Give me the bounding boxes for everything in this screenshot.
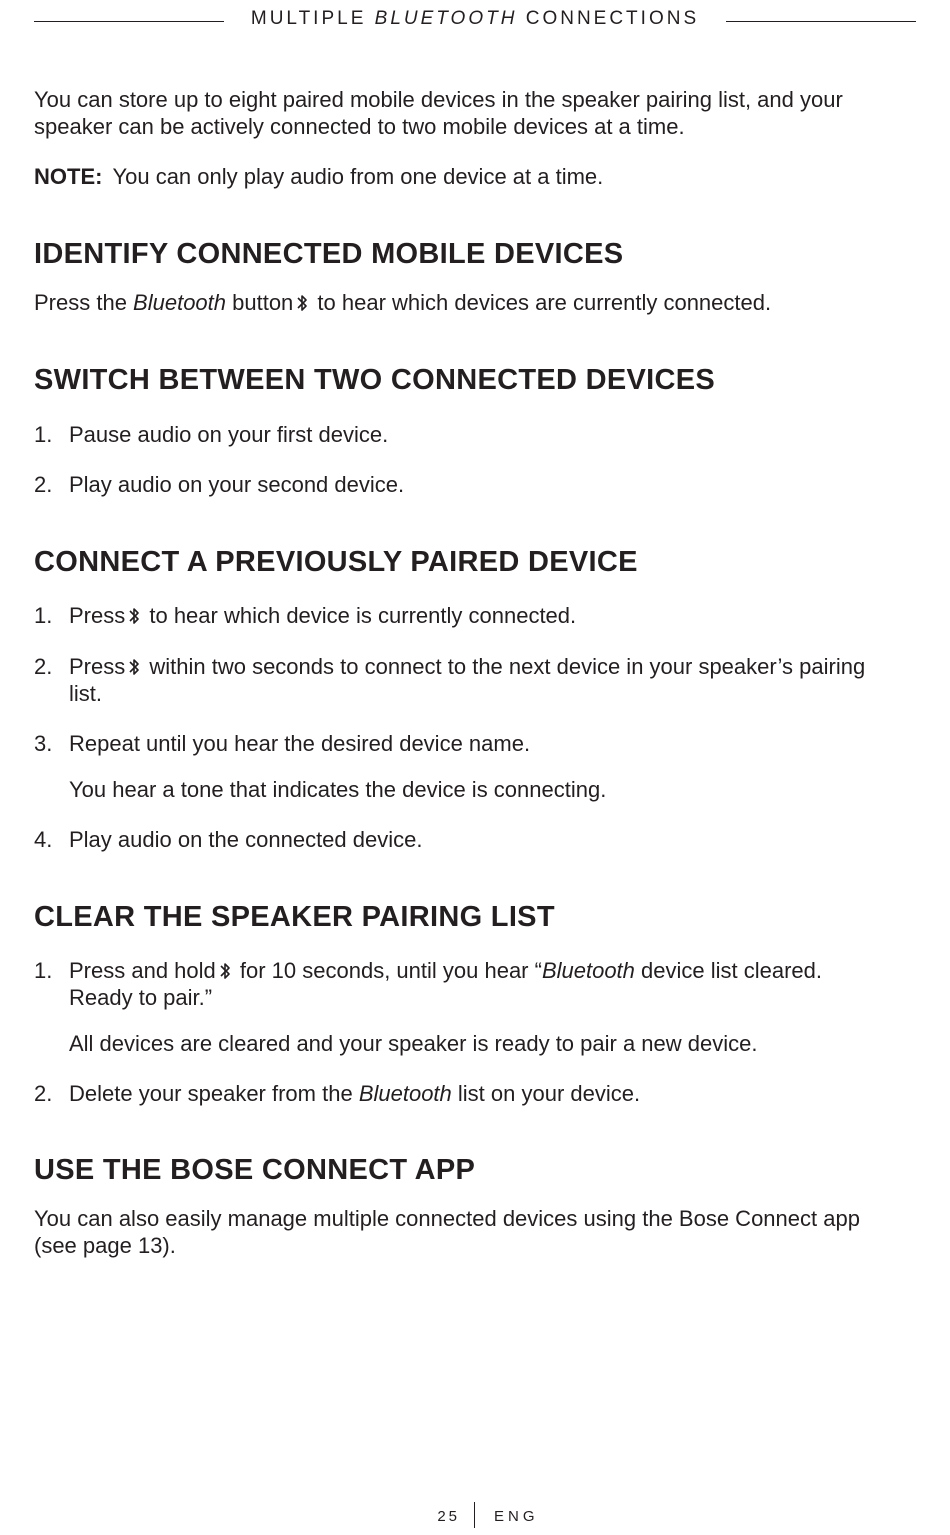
bluetooth-icon bbox=[296, 293, 308, 313]
bluetooth-icon bbox=[219, 961, 231, 981]
section-header bbox=[34, 6, 916, 36]
heading-app: USE THE BOSE CONNECT APP bbox=[34, 1154, 476, 1186]
page-footer bbox=[0, 1500, 950, 1530]
page-number: 25 bbox=[437, 1508, 460, 1525]
bluetooth-icon bbox=[128, 606, 140, 626]
footer-divider bbox=[474, 1502, 475, 1528]
heading-clear: CLEAR THE SPEAKER PAIRING LIST bbox=[34, 901, 555, 933]
heading-identify: IDENTIFY CONNECTED MOBILE DEVICES bbox=[34, 238, 624, 270]
connect-step-3-result: You hear a tone that indicates the device is connecting. bbox=[69, 777, 607, 802]
app-paragraph: You can also easily manage multiple connected devices using the Bose Connect app (see page 13). bbox=[34, 1206, 860, 1258]
clear-step-1-result: All devices are cleared and your speaker is ready to pair a new device. bbox=[69, 1031, 758, 1056]
intro-paragraph: You can store up to eight paired mobile devices in the speaker pairing list, and your speaker can be actively connected to two mobile devices at a time. bbox=[34, 87, 843, 139]
note-paragraph bbox=[34, 163, 904, 190]
identify-paragraph: Press the Bluetooth button to hear which devices are currently connected. bbox=[34, 290, 772, 315]
bluetooth-icon bbox=[128, 657, 140, 677]
heading-connect: CONNECT A PREVIOUSLY PAIRED DEVICE bbox=[34, 546, 638, 578]
note-label: NOTE: bbox=[34, 164, 103, 189]
manual-page: MULTIPLE BLUETOOTH CONNECTIONS You can store up to eight paired mobile devices in the speaker pairing list, and your speaker can be actively connected to two mobile devices at a time. NOTE: You can only play audio from one device at a time. IDENTIFY CONNECTED MOBILE DEVICES Press the Bluetooth button to hear which devices are currently connected. SWITCH BETWEEN TWO CONNECTED DEVICES 1. Pause audio on your first device. 2. Play audio on your second device. CONNECT A PREVIOUSLY PAIRED DEVICE 1. Press to hear which device is currently connected. 2. Press within two seconds to connect to the next device in your speaker’s pairing list. 3. Repeat until you hear the desired device name. You hear a tone that indicates the device is connecting. 4. Play audio on the connected device. CLEAR THE SPEAKER PAIRING LIST 1. Press and hold for 10 seconds, until you hear “Bluetooth device list cleared. Ready to pair.” All devices are cleared and your speaker is ready to pair a new device. 2. Delete your speaker from the Bluetooth list on your device. USE THE BOSE CONNECT APP You can also easily manage multiple connected devices using the Bose Connect app (see page 13). 25 ENG bbox=[0, 0, 950, 1535]
language-code: ENG bbox=[494, 1508, 539, 1525]
note-text: You can only play audio from one device at a time. bbox=[112, 164, 604, 189]
section-title: MULTIPLE BLUETOOTH CONNECTIONS bbox=[250, 8, 700, 29]
heading-switch: SWITCH BETWEEN TWO CONNECTED DEVICES bbox=[34, 364, 716, 396]
header-rule-right bbox=[726, 21, 916, 22]
